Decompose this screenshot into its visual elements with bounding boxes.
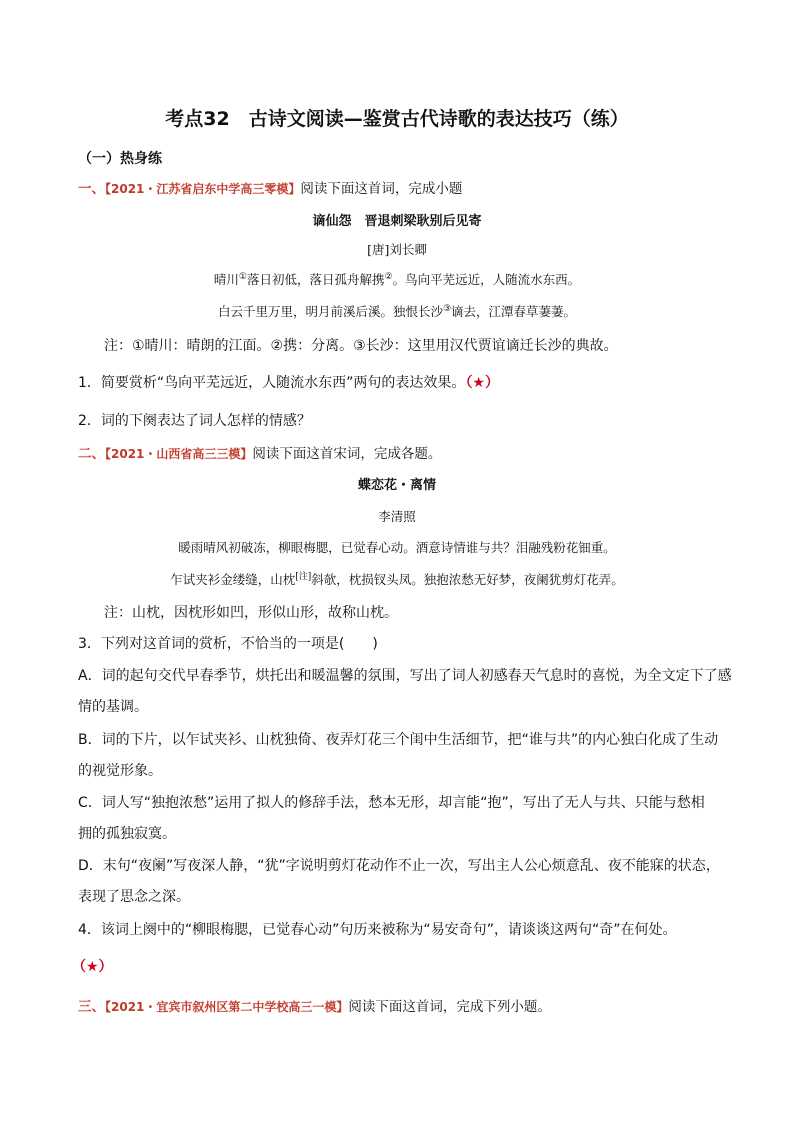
poem-text: 斜欹，枕损钗头凤。独抱浓愁无好梦，夜阑犹剪灯花弄。	[311, 572, 624, 588]
poem-line	[0, 270, 794, 288]
question-text: ”在何处。	[613, 922, 677, 938]
question-text: ”两句的表达效果。	[346, 375, 466, 391]
option-a-line: A．词的起句交代早春季节，烘托出和暖温馨的氛围，写出了词人初感春天气息时的喜悦，为全文定下了感	[78, 668, 732, 684]
question-source: 【2021・宜宾市叙州区第二中学校高三一模】	[105, 1000, 349, 1014]
question-number: 三、	[78, 999, 105, 1015]
poem-text: 谪去，江潭春草萋萋。	[451, 304, 577, 319]
poem-note: 注：①晴川：晴朗的江面。②携：分离。③长沙：这里用汉代贾谊谪迁长沙的典故。	[104, 338, 618, 354]
question-header-1	[78, 177, 462, 197]
section-heading: （一）热身练	[78, 151, 162, 167]
question-number: 二、	[78, 446, 105, 462]
footnote-marker: ③	[442, 303, 452, 314]
option-d-line: D．末句“夜阑”写夜深人静，“犹”字说明剪灯花动作不止一次，写出主人公心烦意乱、夜不能寐的状态，	[78, 858, 720, 874]
poem-line	[0, 569, 794, 588]
option-c-line: C．词人写“独抱浓愁”运用了拟人的修辞手法，愁本无形，却言能“抱”，写出了无人与共、只能与愁相	[78, 795, 705, 811]
option-c-line: 拥的孤独寂寞。	[78, 826, 176, 842]
question-header-2	[78, 442, 441, 462]
quoted-poem-text: 奇	[599, 922, 614, 938]
difficulty-star: （★）	[72, 959, 113, 975]
poem-line: 暖雨晴风初破冻，柳眼梅腮，已觉春心动。酒意诗情谁与共？泪融残粉花钿重。	[178, 540, 616, 555]
question-prompt: 阅读下面这首宋词，完成各题。	[252, 446, 442, 462]
page-title: 考点32 古诗文阅读—鉴赏古代诗歌的表达技巧（练）	[165, 108, 629, 130]
question-text: ”，请谈谈这两句“	[486, 922, 600, 938]
option-b-line: 的视觉形象。	[78, 763, 162, 779]
option-b-line: B．词的下片，以乍试夹衫、山枕独倚、夜弄灯花三个闺中生活细节，把“谁与共”的内心独白化成了生动	[78, 732, 719, 748]
question-number: 一、	[78, 181, 105, 197]
poem-text: 白云千里万里，明月前溪后溪。独恨长沙	[217, 304, 443, 319]
sub-question-4	[78, 919, 676, 939]
poem-line	[0, 302, 794, 320]
sub-question-2: 2．词的下阕表达了词人怎样的情感？	[78, 413, 311, 429]
question-source: 【2021・山西省高三三模】	[105, 447, 253, 461]
option-a-line: 情的基调。	[78, 699, 148, 715]
footnote-marker: [注]	[295, 572, 312, 582]
poem-author: 李清照	[378, 509, 416, 524]
sub-question-3: 3．下列对这首词的赏析，不恰当的一项是( )	[78, 636, 378, 652]
poem-text: 落日初低，落日孤舟解携	[246, 272, 385, 287]
question-text: ”句历来被称为“	[332, 922, 431, 938]
footnote-marker: ②	[384, 271, 393, 282]
quoted-poem-text: 柳眼梅腮，已觉春心动	[192, 922, 333, 938]
question-text: 1．简要赏析“	[78, 375, 165, 391]
question-header-3	[78, 995, 551, 1015]
question-prompt: 阅读下面这首词，完成下列小题。	[348, 999, 551, 1015]
quoted-poem-text: 鸟向平芜远近，人随流水东西	[164, 375, 347, 391]
poem-text: 乍试夹衫金缕缝，山枕	[170, 572, 296, 588]
question-source: 【2021・江苏省启东中学高三零模】	[105, 182, 301, 196]
poem-text: 晴川	[213, 272, 239, 287]
poem-title: 蝶恋花・离情	[357, 478, 436, 493]
sub-question-1	[78, 372, 499, 392]
poem-author: [唐]刘长卿	[367, 242, 427, 257]
option-d-line: 表现了思念之深。	[78, 889, 190, 905]
difficulty-star: （★）	[465, 375, 499, 391]
poem-title: 谪仙怨 晋退刺梁耿别后见寄	[312, 214, 482, 229]
poem-text: 。鸟向平芜远近，人随流水东西。	[392, 272, 581, 287]
question-text: 4．该词上阕中的“	[78, 922, 193, 938]
poem-note: 注：山枕，因枕形如凹，形似山形，故称山枕。	[104, 605, 398, 621]
footnote-marker: ①	[238, 271, 247, 282]
question-prompt: 阅读下面这首词，完成小题	[300, 181, 463, 197]
quoted-poem-text: 易安奇句	[430, 922, 487, 938]
